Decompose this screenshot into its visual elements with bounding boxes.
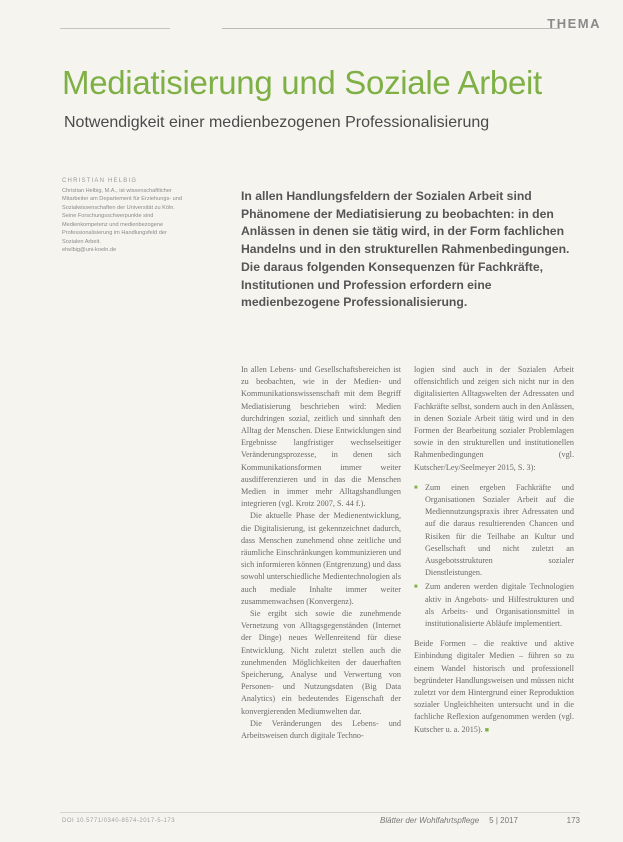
body-paragraph-last [414,638,574,736]
end-mark-icon: ■ [484,725,489,734]
body-column-left [241,364,401,742]
footer-doi: DOI 10.5771/0340-8574-2017-5-173 [62,818,176,824]
author-box [62,177,184,255]
top-rule [222,28,560,29]
body-paragraph: Die Veränderungen des Lebens- und Arbeitsweisen durch digitale Techno- [241,718,401,741]
journal-name: Blätter der Wohlfahrtspflege [380,816,480,825]
body-paragraph: In allen Lebens- und Gesellschaftsbereichen ist zu beobachten, wie in der Medien- und Kommunikationswissenschaft mit dem Begriff Mediatisierung beschrieben wird: Medien durchdringen sozial, zeitlich und sinnhaft den Alltag der Menschen. Diese Entwicklungen sind Ergebnisse langfristiger wechselseitiger Veränderungsprozesse, in denen sich Kommunikationsformen immer weiter ausdifferenzieren und in das die Menschen Medien in immer mehr Alltagshandlungen integrieren (vgl. Krotz 2007, S. 44 f.). [241,365,401,509]
bullet-item: ■ Zum anderen werden digitale Technologien aktiv in Angebots- und Hilfestrukturen und als Arbeits- und Organisationsmittel in institutionalisierte Abläufe implementiert. [414,581,574,630]
body-column-right [414,364,574,736]
top-rule-left [60,28,170,29]
body-paragraph: logien sind auch in der Sozialen Arbeit offensichtlich und zeigen sich nicht nur in den digitalisierten Alltagswelten der Adressaten und Fachkräfte selbst, sondern auch in den Anlässen, in denen Soziale Arbeit tätig wird und in den Formen der Bearbeitung sozialer Problemlagen sowie in den strukturellen und institutionellen Rahmenbedingungen (vgl. Kutscher/Ley/Seelmeyer 2015, S. 3): [414,365,574,472]
bullet-item: ■ Zum einen ergeben Fachkräfte und Organisationen Sozialer Arbeit auf die Mediennutzungspraxis ihrer Adressaten und auf die daraus resultierenden Chancen und Risiken für die Teilhabe an Kultur und Gesellschaft und nicht zuletzt an Ausgebotsstrukturen sozialer Dienstleistungen. [414,482,574,580]
author-name: CHRISTIAN HELBIG [62,178,138,184]
article-subtitle: Notwendigkeit einer medienbezogenen Professionalisierung [64,114,490,131]
author-email: ehelbig@uni-koeln.de [62,247,117,253]
author-bio: Christian Helbig, M.A., ist wissenschaftlicher Mitarbeiter am Departement für Erziehungs- und Sozialwissenschaften der Universität zu Köln. Seine Forschungsschwerpunkte sind Medienkompetenz und medienbezogene Professionalisierung im Handlungsfeld der Sozialen Arbeit. [62,187,183,245]
body-paragraph: Sie ergibt sich sowie die zunehmende Vernetzung von Alltagsgegenständen (Internet der Dinge) neues Wellenreitend für diese Entwicklung. Nicht zuletzt stellen auch die zunehmenden Möglichkeiten der dauerhaften Speicherung, Analyse und Verwertung von Personen- und Nutzungsdaten (Big Data Analytics) ein bedeutendes Eigenschaft der konvergierenden Mediumwelten dar. [241,609,401,716]
footer-journal-info [380,816,580,825]
body-paragraph: Beide Formen – die reaktive und aktive Einbindung digitaler Medien – führen so zu einem Wandel historisch und professionell begründeter Handlungsweisen und müssen nicht zuletzt vor dem Hintergrund einer Reproduktion sozialer Ungleichheiten untersucht und in die fachliche Reflexion aufgenommen werden (vgl. Kutscher u. a. 2015). [414,639,574,734]
section-label: THEMA [547,16,601,31]
issue-number: 5 | 2017 [489,816,518,825]
lead-paragraph: In allen Handlungsfeldern der Sozialen Arbeit sind Phänomene der Mediatisierung zu beobachten: in den Anlässen in denen sie tätig wird, in der Form fachlichen Handelns und in den strukturellen Rahmenbedingungen. Die daraus folgenden Konsequenzen für Fachkräfte, Institutionen und Profession erfordern eine medienbezogene Professionalisierung. [241,189,570,310]
page-number: 173 [566,816,580,825]
bullet-list [414,482,574,630]
footer-rule [60,812,580,813]
article-title: Mediatisierung und Soziale Arbeit [62,64,542,101]
body-paragraph: Die aktuelle Phase der Medienentwicklung, die Digitalisierung, ist gekennzeichnet dadurch, dass Menschen zunehmend ohne zeitliche und räumliche Einschränkungen kommunizieren und sich informieren können (Entgrenzung) und dass sowohl unterschiedliche Medientechnologien als auch mediale Inhalte immer weiter zusammenwachsen (Konvergenz). [241,511,401,606]
